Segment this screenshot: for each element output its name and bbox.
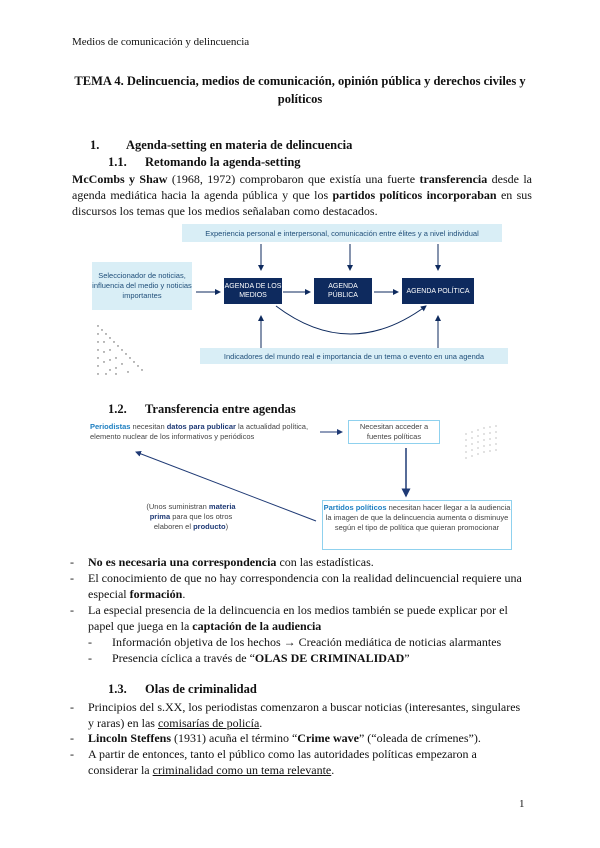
d2-text: necesitan hacer llegar a la audiencia la imagen de que la delincuencia aumenta o disminuye según el tipo de política que quieran promocionar [325, 503, 511, 532]
para-text: (1968, 1972) comprobaron que existía una fuerte [167, 172, 420, 186]
d2-text: para que los otros elaboren el [153, 512, 233, 531]
box-indicadores-mundo-real: Indicadores del mundo real e importancia de un tema o evento en una agenda [200, 348, 508, 364]
bullet-text: Información objetiva de los hechos → Creación mediática de noticias alarmantes [112, 635, 502, 649]
word-partidos-politicos: Partidos políticos [323, 503, 387, 512]
word-periodistas: Periodistas [90, 422, 131, 431]
bullet-text: Presencia cíclica a través de “ [112, 651, 255, 665]
bullet-bold: No es necesaria una correspondencia [88, 555, 277, 569]
running-header: Medios de comunicación y delincuencia [72, 36, 250, 48]
agenda-setting-diagram [86, 222, 516, 387]
list-item: - A partir de entonces, tanto el público como las autoridades políticas empezaron a considerar la criminalidad como un tema relevante. [70, 747, 477, 777]
intro-paragraph [72, 171, 532, 219]
bullet-text: Principios del s.XX, los periodistas comenzaron a buscar noticias (interesantes, singulares y raras) en las [88, 700, 521, 730]
bullet-text: . [182, 587, 186, 601]
para-text: desde la agenda mediática hacia la agenda pública y que los [72, 172, 533, 202]
bullet-text: . [259, 716, 263, 730]
bullet-text: La especial presencia de la delincuencia en los medios también se puede explicar por el papel que juega en la [88, 603, 508, 633]
d2-text: necesitan [130, 422, 167, 431]
decorative-wave-dots [465, 425, 496, 458]
document-title: TEMA 4. Delincuencia, medios de comunicación, opinión pública y derechos civiles y políticos [74, 74, 526, 106]
subsection-1-2-title: Transferencia entre agendas [145, 402, 296, 416]
para-text: en sus discursos los temas que los medios señalaban como destacados. [72, 188, 532, 218]
bullet-text: El conocimiento de que no hay correspondencia con la realidad delincuencial requiere una especial [88, 571, 522, 601]
bullet-text: . [331, 763, 335, 777]
bullet-bold: captación de la audiencia [192, 619, 322, 633]
list-item: - La especial presencia de la delincuencia en los medios también se puede explicar por el papel que juega en la captación de la audiencia [70, 603, 508, 633]
box-acceder-fuentes: Necesitan acceder a fuentes políticas [348, 420, 440, 444]
bullet-underlined: criminalidad como un tema relevante [152, 763, 332, 777]
box-agenda-publica: AGENDA PÚBLICA [314, 278, 372, 304]
para-bold-partidos: partidos políticos incorporaban [332, 188, 497, 202]
bullet-bold: Lincoln Steffens [88, 731, 172, 745]
word-producto: producto [193, 522, 226, 531]
subsection-1-3-title: Olas de criminalidad [145, 682, 257, 696]
subsection-1-1-title: Retomando la agenda-setting [145, 155, 301, 169]
box-agenda-politica: AGENDA POLÍTICA [402, 278, 474, 304]
bullet-bold: Crime wave [297, 731, 359, 745]
section-1-number: 1. [90, 138, 100, 152]
box-experiencia-personal: Experiencia personal e interpersonal, comunicación entre élites y a nivel individual [182, 224, 502, 242]
word-datos-publicar: datos para publicar [166, 422, 236, 431]
box-partidos-politicos [322, 500, 512, 550]
bullet-underlined: comisarías de policía [157, 716, 260, 730]
text-periodistas [90, 422, 318, 442]
list-item: - Presencia cíclica a través de “OLAS DE CRIMINALIDAD” [88, 651, 410, 665]
authors-mccombs-shaw: McCombs y Shaw [72, 172, 168, 186]
list-item: - Lincoln Steffens (1931) acuña el término “Crime wave” (“oleada de crímenes”). [70, 731, 481, 745]
word-materia-prima: materia prima [149, 502, 236, 521]
decorative-dots [97, 325, 142, 374]
subsection-1-1-number: 1.1. [108, 155, 127, 169]
bullet-text: A partir de entonces, tanto el público como las autoridades políticas empezaron a considerar la [88, 747, 477, 777]
page-number: 1 [519, 798, 525, 810]
d2-text: (Unos suministran [146, 502, 209, 511]
list-item: - Principios del s.XX, los periodistas comenzaron a buscar noticias (interesantes, singulares y raras) en las comisarías de policía. [70, 700, 521, 730]
box-seleccionador-noticias: Seleccionador de noticias, influencia del medio y noticias importantes [92, 262, 192, 310]
box-agenda-medios: AGENDA DE LOS MEDIOS [224, 278, 282, 304]
bullet-text: (1931) acuña el término “ [171, 731, 298, 745]
list-item: - El conocimiento de que no hay correspondencia con la realidad delincuencial requiere una especial formación. [70, 571, 522, 601]
d2-text: ) [225, 522, 229, 531]
section-1-title: Agenda-setting en materia de delincuencia [126, 138, 353, 152]
bullet-bold: formación [129, 587, 183, 601]
bullet-bold: OLAS DE CRIMINALIDAD [254, 651, 405, 665]
subsection-1-2-number: 1.2. [108, 402, 127, 416]
list-item: - No es necesaria una correspondencia con las estadísticas. [70, 555, 374, 569]
subsection-1-3-number: 1.3. [108, 682, 127, 696]
transfer-diagram [86, 416, 516, 551]
text-materia-prima [136, 502, 246, 532]
bullet-text: ” [404, 651, 410, 665]
bullet-text: ” (“oleada de crímenes”). [358, 731, 481, 745]
para-bold-transferencia: transferencia [419, 172, 488, 186]
bullet-text: con las estadísticas. [276, 555, 374, 569]
list-item: - Información objetiva de los hechos → Creación mediática de noticias alarmantes [88, 635, 502, 649]
d2-text: la actualidad política, elemento nuclear de los informativos y periódicos [90, 422, 309, 441]
